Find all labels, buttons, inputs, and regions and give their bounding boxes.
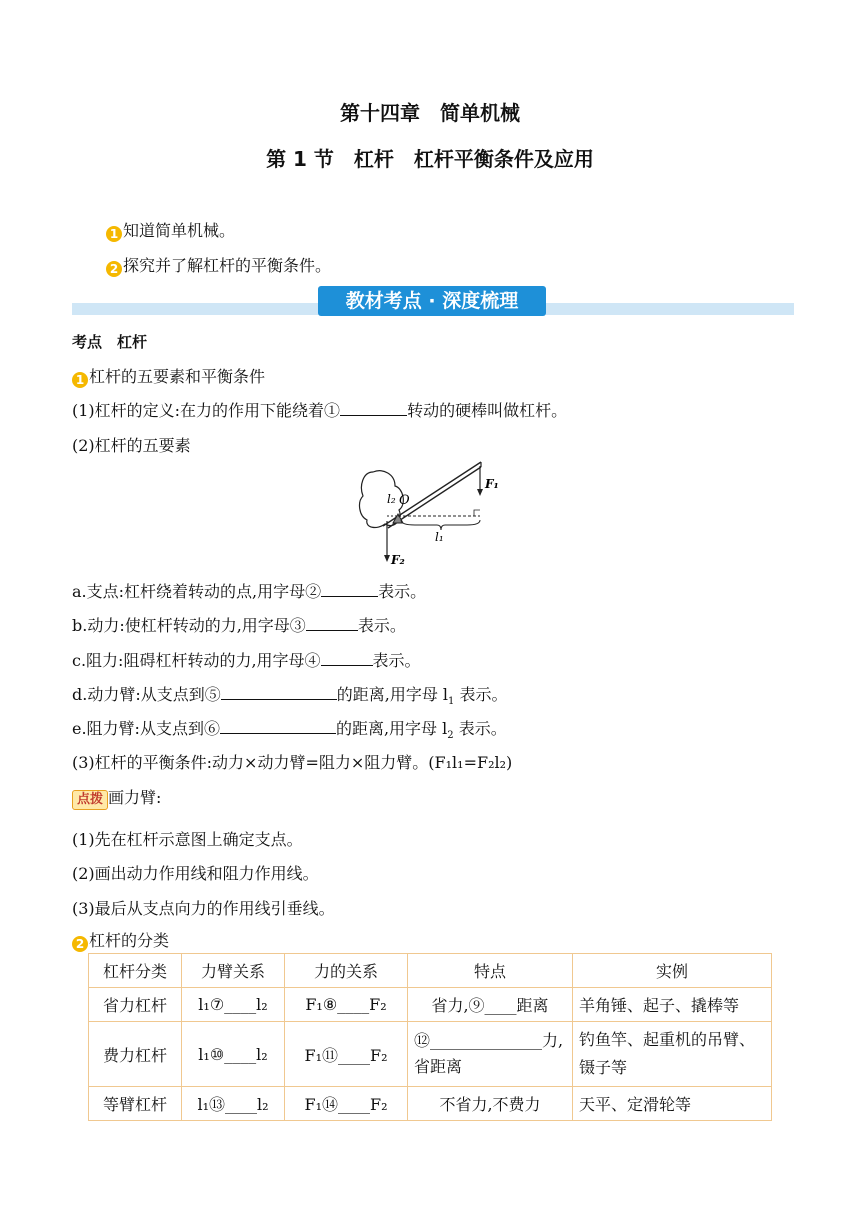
subscript: 2 (447, 730, 454, 742)
answer-blank-5[interactable] (221, 684, 337, 700)
subscript: 1 (448, 696, 455, 708)
table-row (89, 1022, 772, 1087)
table-cell[interactable]: F₁⑭____F₂ (285, 1087, 408, 1121)
element-text: e.阻力臂:从支点到⑥ (72, 719, 220, 738)
lever-definition (72, 398, 567, 421)
section-title: 第 1 节 杠杆 杠杆平衡条件及应用 (266, 147, 594, 171)
element-e (72, 716, 507, 741)
table-cell[interactable]: F₁⑧____F₂ (285, 988, 408, 1022)
answer-blank-1[interactable] (340, 400, 407, 416)
section-banner-title: 教材考点 · 深度梳理 (318, 286, 546, 316)
table-cell: 省力杠杆 (89, 988, 182, 1022)
tip-badge: 点拨 (72, 790, 108, 810)
table-cell[interactable]: l₁⑩____l₂ (182, 1022, 285, 1087)
lever-diagram (355, 458, 505, 570)
definition-text-end: 转动的硬棒叫做杠杆。 (407, 401, 568, 420)
balance-condition: (3)杠杆的平衡条件:动力×动力臂=阻力×阻力臂。(F₁l₁=F₂l₂) (72, 753, 513, 772)
answer-blank-4[interactable] (321, 650, 373, 666)
table-cell[interactable]: ⑫______________力,省距离 (408, 1022, 573, 1087)
table-cell[interactable]: F₁⑪____F₂ (285, 1022, 408, 1087)
number-badge-icon: 2 (106, 261, 122, 277)
label-fulcrum-o: O (399, 493, 410, 508)
element-text-end: 的距离,用字母 l (335, 719, 448, 738)
right-angle-mark (474, 510, 480, 516)
number-badge-icon: 2 (72, 936, 88, 952)
label-l1: l₁ (435, 530, 444, 544)
number-badge-icon: 1 (72, 372, 88, 388)
label-l2: l₂ (387, 492, 396, 506)
objective-1 (106, 218, 235, 242)
tip-step-2: (2)画出动力作用线和阻力作用线。 (72, 864, 319, 883)
arrow-down-icon (477, 489, 483, 496)
objective-text: 探究并了解杠杆的平衡条件。 (123, 256, 332, 275)
table-cell: 钓鱼竿、起重机的吊臂、镊子等 (573, 1022, 772, 1087)
tip-step-3: (3)最后从支点向力的作用线引垂线。 (72, 899, 335, 918)
objective-text: 知道简单机械。 (123, 221, 236, 240)
tip-heading (72, 785, 161, 810)
l1-brace (401, 520, 480, 530)
arrow-down-icon (384, 555, 390, 562)
table-cell[interactable]: l₁⑬____l₂ (182, 1087, 285, 1121)
tip-step-1: (1)先在杠杆示意图上确定支点。 (72, 830, 303, 849)
five-elements-title: (2)杠杆的五要素 (72, 436, 191, 455)
element-a (72, 579, 426, 602)
lever-classification-table (88, 953, 772, 1121)
element-b (72, 613, 406, 636)
table-cell: 羊角锤、起子、撬棒等 (573, 988, 772, 1022)
table-cell: 不省力,不费力 (408, 1087, 573, 1121)
answer-blank-6[interactable] (220, 718, 336, 734)
table-header: 特点 (408, 954, 573, 988)
table-cell[interactable]: 省力,⑨____距离 (408, 988, 573, 1022)
element-d (72, 682, 508, 707)
definition-text: (1)杠杆的定义:在力的作用下能绕着① (72, 401, 341, 420)
table-header: 实例 (573, 954, 772, 988)
part1-heading (72, 364, 265, 388)
table-row (89, 1087, 772, 1121)
element-text: c.阻力:阻碍杠杆转动的力,用字母④ (72, 651, 321, 670)
element-text-tail: 表示。 (453, 719, 507, 738)
element-text-end: 表示。 (372, 651, 421, 670)
table-cell[interactable]: l₁⑦____l₂ (182, 988, 285, 1022)
table-header-row (89, 954, 772, 988)
number-badge-icon: 1 (106, 226, 122, 242)
label-f1: F₁ (485, 477, 499, 491)
table-cell: 等臂杠杆 (89, 1087, 182, 1121)
element-text-end: 表示。 (378, 582, 427, 601)
label-f2: F₂ (391, 553, 405, 567)
chapter-title: 第十四章 简单机械 (340, 101, 520, 125)
part2-heading (72, 928, 169, 952)
tip-heading-text: 画力臂: (108, 788, 162, 807)
element-text: b.动力:使杠杆转动的力,用字母③ (72, 616, 306, 635)
table-cell: 天平、定滑轮等 (573, 1087, 772, 1121)
topic-heading: 考点 杠杆 (72, 333, 148, 351)
element-c (72, 648, 421, 671)
part1-title: 杠杆的五要素和平衡条件 (89, 367, 266, 386)
element-text-end: 的距离,用字母 l (336, 685, 449, 704)
part2-title: 杠杆的分类 (89, 931, 170, 950)
table-cell: 费力杠杆 (89, 1022, 182, 1087)
answer-blank-3[interactable] (306, 615, 358, 631)
objective-2 (106, 253, 331, 277)
element-text-end: 表示。 (357, 616, 406, 635)
element-text: d.动力臂:从支点到⑤ (72, 685, 221, 704)
answer-blank-2[interactable] (321, 581, 378, 597)
table-row (89, 988, 772, 1022)
table-header: 力的关系 (285, 954, 408, 988)
table-header: 力臂关系 (182, 954, 285, 988)
table-header: 杠杆分类 (89, 954, 182, 988)
element-text: a.支点:杠杆绕着转动的点,用字母② (72, 582, 322, 601)
element-text-tail: 表示。 (454, 685, 508, 704)
